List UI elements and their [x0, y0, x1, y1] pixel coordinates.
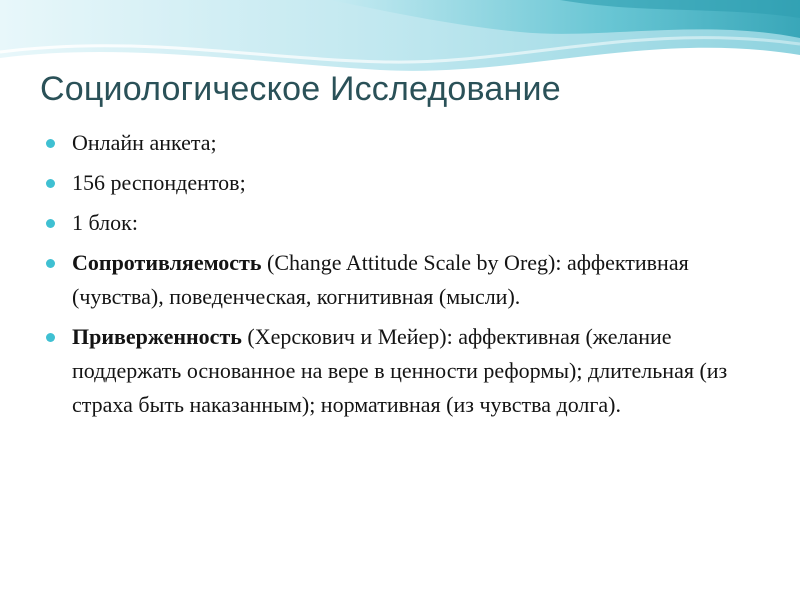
- bullet-dot-icon: [46, 179, 55, 188]
- bullet-dot-icon: [46, 333, 55, 342]
- bullet-text: (Херскович и Мейер): аффективная (желание поддержать основанное на вере в ценности реформы); длительная (из страха быть наказанным); нормативная (из чувства долга).: [72, 324, 728, 417]
- bullet-text: 156 респондентов;: [72, 170, 246, 195]
- bullet-dot-icon: [46, 259, 55, 268]
- bullet-text: (Change Attitude Scale by Oreg): аффективная (чувства), поведенческая, когнитивная (мысли).: [72, 250, 689, 309]
- bullet-item: [44, 126, 744, 160]
- bullet-item: [44, 166, 744, 200]
- bullet-item: [44, 206, 744, 240]
- bullet-item: [44, 320, 744, 422]
- bullet-text: Онлайн анкета;: [72, 130, 217, 155]
- bullet-text: 1 блок:: [72, 210, 138, 235]
- slide-title: Социологическое Исследование: [40, 70, 561, 108]
- bullet-term: Сопротивляемость: [72, 250, 262, 275]
- bullet-dot-icon: [46, 139, 55, 148]
- bullet-list: [44, 126, 744, 428]
- bullet-dot-icon: [46, 219, 55, 228]
- bullet-item: [44, 246, 744, 314]
- bullet-term: Приверженность: [72, 324, 242, 349]
